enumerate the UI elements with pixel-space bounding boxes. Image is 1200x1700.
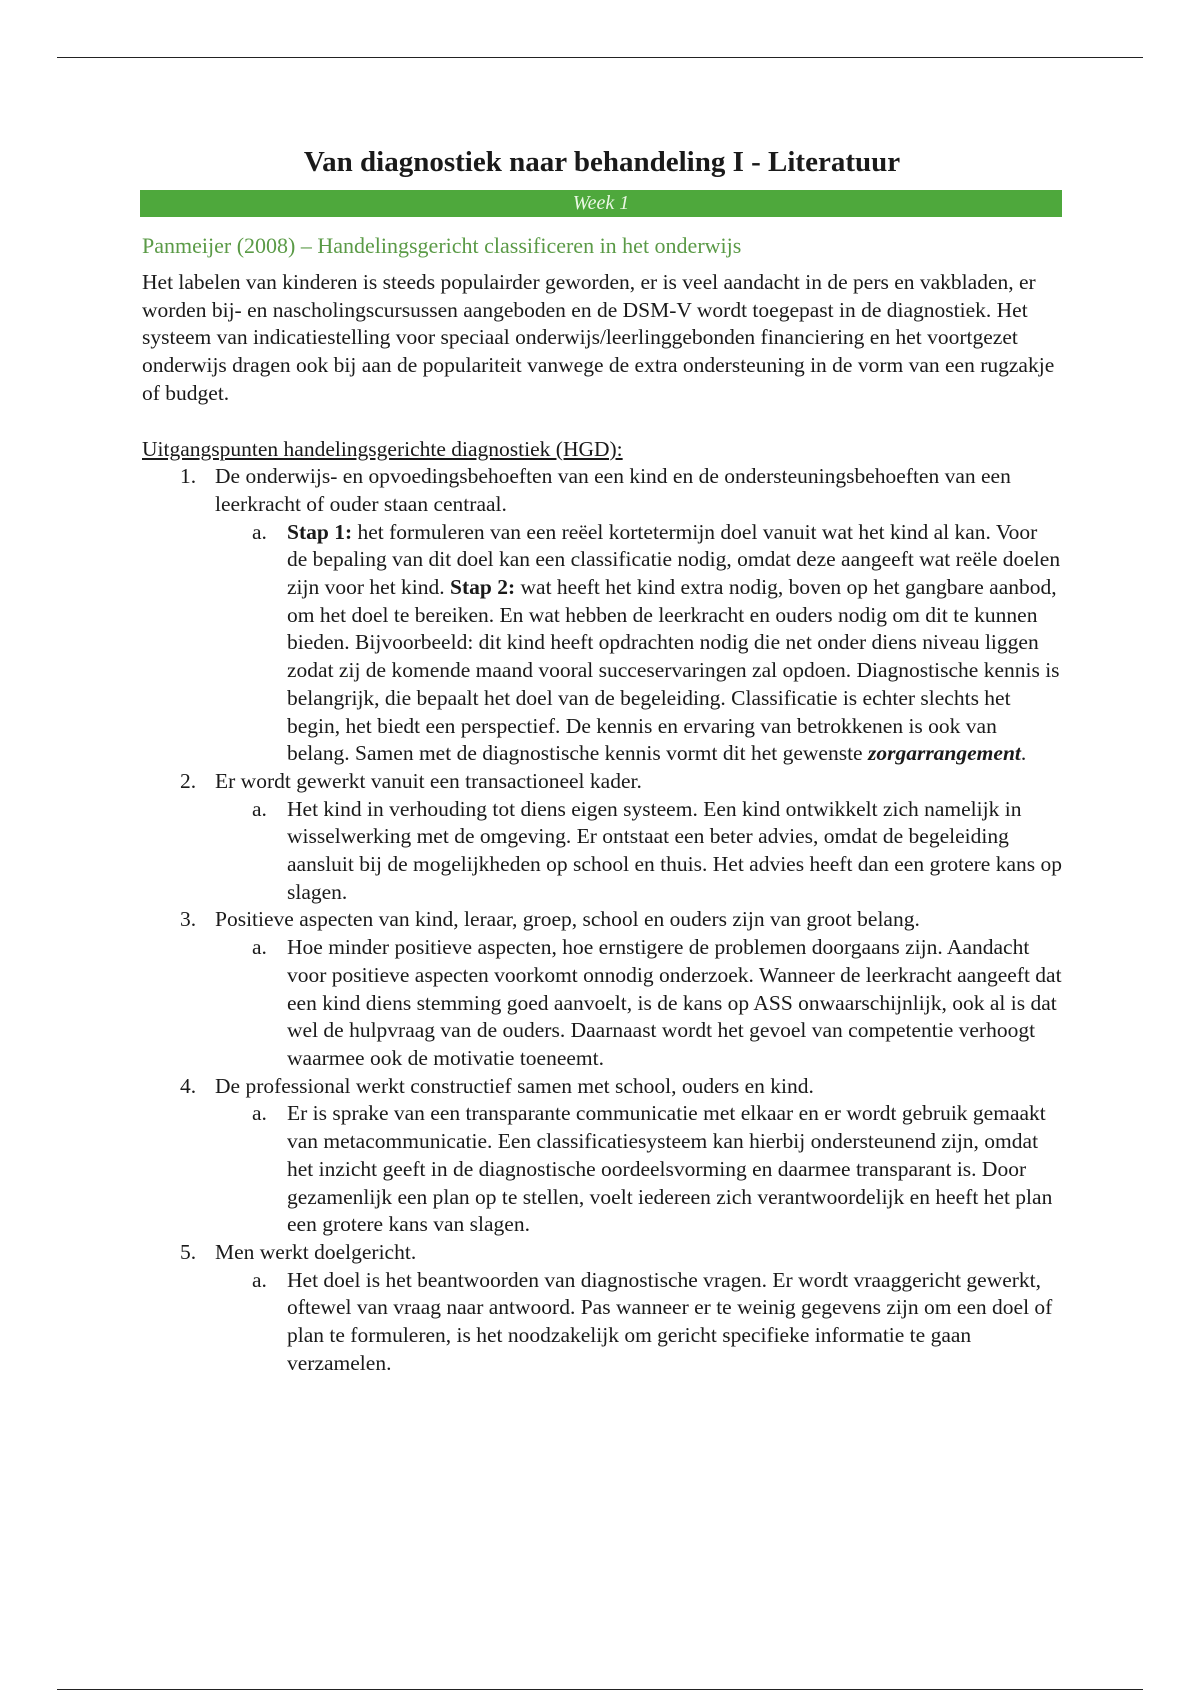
sub-list-letter: a. bbox=[252, 1267, 267, 1292]
sub-list-text: Hoe minder positieve aspecten, hoe ernstigere de problemen doorgaans zijn. Aandacht voor positieve aspecten voorkomt onnodig onderzoek. Wanneer de leerkracht aangeeft dat een kind diens stemming goed aanvoelt, is de kans op ASS onwaarschijnlijk, ook al is dat wel de hulpvraag van de ouders. Daarnaast wordt het gevoel van competentie verhoogt waarmee ook de motivatie toeneemt. bbox=[287, 935, 1062, 1070]
sub-list-letter: a. bbox=[252, 519, 267, 544]
list-number: 1. bbox=[180, 464, 197, 489]
sub-list-letter: a. bbox=[252, 935, 267, 960]
principles-list bbox=[142, 463, 1062, 1377]
list-item-text: De professional werkt constructief samen met school, ouders en kind. bbox=[215, 1073, 814, 1098]
list-item bbox=[142, 906, 1062, 1072]
sub-list-text: Er is sprake van een transparante communicatie met elkaar en er wordt gebruik gemaakt van metacommunicatie. Een classificatiesysteem kan hierbij ondersteunend zijn, omdat het inzicht geeft in de diagnostische oordeelsvorming en daarmee transparant is. Door gezamenlijk een plan op te stellen, voelt iedereen zich verantwoordelijk en heeft het plan een grotere kans van slagen. bbox=[287, 1101, 1053, 1237]
list-item-text: Er wordt gewerkt vanuit een transactioneel kader. bbox=[215, 768, 642, 793]
step2-label: Stap 2: bbox=[450, 575, 516, 600]
sub-list-item bbox=[215, 934, 1062, 1073]
sub-list bbox=[215, 1100, 1062, 1239]
bottom-rule bbox=[57, 1689, 1143, 1690]
emphasis-term: zorgarrangement bbox=[867, 741, 1021, 766]
sub-list-text: Het kind in verhouding tot diens eigen systeem. Een kind ontwikkelt zich namelijk in wisselwerking met de omgeving. Er ontstaat een beter advies, omdat de begeleiding aansluit bij de mogelijkheden op school en thuis. Het advies heeft dan een grotere kans op slagen. bbox=[287, 796, 1062, 904]
step1-text: het formuleren van een reëel kortetermijn doel vanuit wat het kind al kan. Voor de bepaling van dit doel kan een classificatie nodig, omdat deze aangeeft wat reële doelen zijn voor het kind. bbox=[287, 519, 1061, 600]
list-item bbox=[142, 463, 1062, 768]
list-number: 4. bbox=[180, 1073, 197, 1098]
document-page bbox=[142, 140, 1062, 1377]
list-number: 2. bbox=[180, 768, 197, 793]
list-heading: Uitgangspunten handelingsgerichte diagnostiek (HGD): bbox=[142, 436, 623, 461]
intro-paragraph: Het labelen van kinderen is steeds populairder geworden, er is veel aandacht in de pers en vakbladen, er worden bij- en nascholingscursussen aangeboden en de DSM-V wordt toegepast in de diagnostiek. Het systeem van indicatiestelling voor speciaal onderwijs/leerlinggebonden financiering en het voortgezet onderwijs dragen ook bij aan de populariteit vanwege de extra ondersteuning in de vorm van een rugzakje of budget. bbox=[142, 270, 1055, 405]
sub-list-item bbox=[215, 1267, 1062, 1378]
week-banner: Week 1 bbox=[140, 190, 1062, 217]
document-title: Van diagnostiek naar behandeling I - Literatuur bbox=[303, 146, 901, 178]
step1-label: Stap 1: bbox=[287, 519, 353, 544]
sub-list-text: Het doel is het beantwoorden van diagnostische vragen. Er wordt vraaggericht gewerkt, oftewel van vraag naar antwoord. Pas wanneer er te weinig gegevens zijn om een doel of plan te formuleren, is het noodzakelijk om gericht specifieke informatie te gaan verzamelen. bbox=[287, 1267, 1053, 1375]
sub-list-letter: a. bbox=[252, 1101, 267, 1126]
list-item-text: De onderwijs- en opvoedingsbehoeften van een kind en de ondersteuningsbehoeften van een leerkracht of ouder staan centraal. bbox=[215, 464, 1011, 516]
sub-list-item bbox=[215, 796, 1062, 907]
list-number: 5. bbox=[180, 1239, 197, 1264]
sub-list bbox=[215, 1267, 1062, 1378]
sub-list bbox=[215, 519, 1062, 768]
sub-list-letter: a. bbox=[252, 796, 267, 821]
sub-list bbox=[215, 796, 1062, 907]
list-item bbox=[142, 768, 1062, 907]
step2-text: wat heeft het kind extra nodig, boven op het gangbare aanbod, om het doel te bereiken. En wat hebben de leerkracht en ouders nodig om dit te kunnen bieden. Bijvoorbeeld: dit kind heeft opdrachten nodig die net onder diens niveau liggen zodat zij de komende maand vooral succeservaringen zal opdoen. Diagnostische kennis is belangrijk, die bepaalt het doel van de begeleiding. Classificatie is echter slechts het begin, het biedt een perspectief. De kennis en ervaring van betrokkenen is ook van belang. Samen met de diagnostische kennis vormt dit het gewenste bbox=[287, 575, 1060, 766]
list-item bbox=[142, 1073, 1062, 1239]
section-title: Panmeijer (2008) – Handelingsgericht classificeren in het onderwijs bbox=[142, 233, 742, 258]
sentence-end: . bbox=[1020, 741, 1027, 766]
sub-list-item bbox=[215, 1100, 1062, 1239]
sub-list bbox=[215, 934, 1062, 1073]
sub-list-item bbox=[215, 519, 1062, 768]
list-item bbox=[142, 1239, 1062, 1378]
list-item-text: Men werkt doelgericht. bbox=[215, 1239, 417, 1264]
list-number: 3. bbox=[180, 907, 197, 932]
top-rule bbox=[57, 57, 1143, 58]
list-item-text: Positieve aspecten van kind, leraar, groep, school en ouders zijn van groot belang. bbox=[215, 907, 920, 932]
